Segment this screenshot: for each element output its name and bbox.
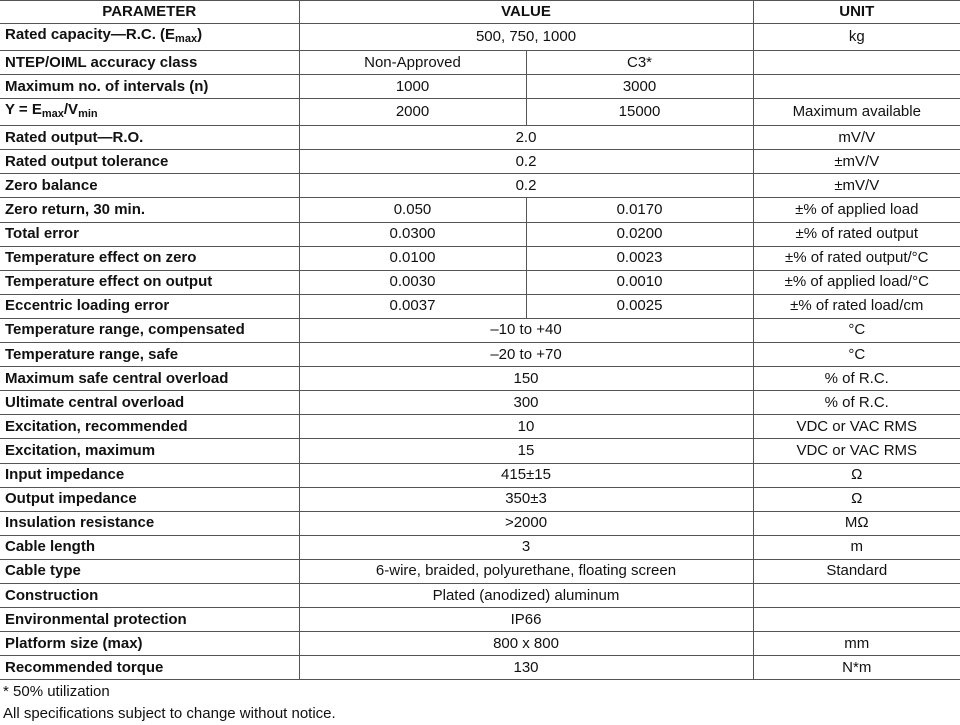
table-row bbox=[0, 75, 960, 99]
table-row bbox=[0, 583, 960, 607]
param-cell: Zero balance bbox=[0, 174, 299, 198]
table-row bbox=[0, 318, 960, 342]
param-cell: Input impedance bbox=[0, 463, 299, 487]
unit-cell: ±% of rated output/°C bbox=[753, 246, 960, 270]
unit-cell: ±% of rated output bbox=[753, 222, 960, 246]
value-cell: 10 bbox=[299, 415, 753, 439]
param-cell: Zero return, 30 min. bbox=[0, 198, 299, 222]
value-cell-non-approved: 0.0030 bbox=[299, 270, 526, 294]
param-cell: Rated output tolerance bbox=[0, 150, 299, 174]
param-text: Rated capacity—R.C. (E bbox=[5, 26, 176, 43]
value-cell-c3: 0.0170 bbox=[526, 198, 753, 222]
param-cell: Insulation resistance bbox=[0, 511, 299, 535]
param-cell: Temperature range, compensated bbox=[0, 318, 299, 342]
param-cell: Rated output—R.O. bbox=[0, 126, 299, 150]
value-cell-c3: 3000 bbox=[526, 75, 753, 99]
value-cell-non-approved: 0.0100 bbox=[299, 246, 526, 270]
unit-cell: MΩ bbox=[753, 511, 960, 535]
table-row bbox=[0, 656, 960, 680]
table-row bbox=[0, 632, 960, 656]
value-cell: –20 to +70 bbox=[299, 343, 753, 367]
header-row bbox=[0, 1, 960, 24]
unit-cell: Standard bbox=[753, 559, 960, 583]
param-text-tail: ) bbox=[197, 26, 203, 43]
param-cell: Environmental protection bbox=[0, 608, 299, 632]
unit-cell: ±% of applied load bbox=[753, 198, 960, 222]
unit-cell bbox=[753, 75, 960, 99]
header-value: VALUE bbox=[299, 1, 753, 24]
unit-cell: VDC or VAC RMS bbox=[753, 415, 960, 439]
unit-cell bbox=[753, 608, 960, 632]
table-row bbox=[0, 439, 960, 463]
footnote-utilization: * 50% utilization bbox=[3, 683, 110, 701]
unit-cell: m bbox=[753, 535, 960, 559]
param-cell: Temperature effect on zero bbox=[0, 246, 299, 270]
unit-cell: ±% of applied load/°C bbox=[753, 270, 960, 294]
table-row bbox=[0, 198, 960, 222]
table-row bbox=[0, 415, 960, 439]
param-cell: Eccentric loading error bbox=[0, 294, 299, 318]
param-cell: Temperature range, safe bbox=[0, 343, 299, 367]
table-row bbox=[0, 463, 960, 487]
unit-cell: °C bbox=[753, 318, 960, 342]
unit-cell: Ω bbox=[753, 487, 960, 511]
table-row bbox=[0, 535, 960, 559]
param-subscript: max bbox=[175, 33, 198, 45]
header-unit: UNIT bbox=[753, 1, 960, 24]
value-cell: 500, 750, 1000 bbox=[299, 24, 753, 51]
param-cell: Excitation, maximum bbox=[0, 439, 299, 463]
value-cell-non-approved: 2000 bbox=[299, 99, 526, 126]
table-row bbox=[0, 511, 960, 535]
unit-cell: ±mV/V bbox=[753, 174, 960, 198]
param-cell: Maximum no. of intervals (n) bbox=[0, 75, 299, 99]
value-cell-non-approved: 1000 bbox=[299, 75, 526, 99]
param-cell: Ultimate central overload bbox=[0, 391, 299, 415]
unit-cell: ±mV/V bbox=[753, 150, 960, 174]
value-cell-non-approved: 0.0300 bbox=[299, 222, 526, 246]
unit-cell: °C bbox=[753, 343, 960, 367]
header-parameter: PARAMETER bbox=[0, 1, 299, 24]
param-cell: Temperature effect on output bbox=[0, 270, 299, 294]
value-cell: 3 bbox=[299, 535, 753, 559]
unit-cell: kg bbox=[753, 24, 960, 51]
table-row bbox=[0, 174, 960, 198]
value-cell: 800 x 800 bbox=[299, 632, 753, 656]
value-cell-c3: C3* bbox=[526, 51, 753, 75]
value-cell-c3: 0.0023 bbox=[526, 246, 753, 270]
param-cell: Cable type bbox=[0, 559, 299, 583]
table-row bbox=[0, 391, 960, 415]
value-cell-c3: 15000 bbox=[526, 99, 753, 126]
value-cell: 130 bbox=[299, 656, 753, 680]
value-cell: 6-wire, braided, polyurethane, floating screen bbox=[299, 559, 753, 583]
footnote-disclaimer: All specifications subject to change without notice. bbox=[3, 705, 336, 723]
unit-cell: mV/V bbox=[753, 126, 960, 150]
param-cell bbox=[0, 99, 299, 126]
value-cell: –10 to +40 bbox=[299, 318, 753, 342]
unit-cell: % of R.C. bbox=[753, 367, 960, 391]
table-row bbox=[0, 126, 960, 150]
param-cell: Excitation, recommended bbox=[0, 415, 299, 439]
table-row bbox=[0, 99, 960, 126]
param-cell: Total error bbox=[0, 222, 299, 246]
value-cell: 15 bbox=[299, 439, 753, 463]
value-cell-non-approved: Non-Approved bbox=[299, 51, 526, 75]
value-cell-c3: 0.0010 bbox=[526, 270, 753, 294]
param-subscript-2: min bbox=[78, 108, 98, 121]
table-row bbox=[0, 608, 960, 632]
table-row bbox=[0, 270, 960, 294]
unit-cell: Maximum available bbox=[753, 99, 960, 126]
unit-cell: Ω bbox=[753, 463, 960, 487]
table-row bbox=[0, 150, 960, 174]
value-cell-non-approved: 0.050 bbox=[299, 198, 526, 222]
unit-cell bbox=[753, 583, 960, 607]
param-cell: Cable length bbox=[0, 535, 299, 559]
unit-cell: % of R.C. bbox=[753, 391, 960, 415]
param-subscript: max bbox=[41, 108, 64, 121]
value-cell: 300 bbox=[299, 391, 753, 415]
unit-cell: N*m bbox=[753, 656, 960, 680]
value-cell: Plated (anodized) aluminum bbox=[299, 583, 753, 607]
param-cell: Platform size (max) bbox=[0, 632, 299, 656]
value-cell: 2.0 bbox=[299, 126, 753, 150]
table-row bbox=[0, 24, 960, 51]
value-cell-c3: 0.0025 bbox=[526, 294, 753, 318]
table-row bbox=[0, 487, 960, 511]
table-row bbox=[0, 559, 960, 583]
footnotes bbox=[0, 681, 960, 725]
param-cell: Output impedance bbox=[0, 487, 299, 511]
table-row bbox=[0, 343, 960, 367]
param-cell: NTEP/OIML accuracy class bbox=[0, 51, 299, 75]
value-cell: 0.2 bbox=[299, 150, 753, 174]
table-row bbox=[0, 294, 960, 318]
value-cell-non-approved: 0.0037 bbox=[299, 294, 526, 318]
table-row bbox=[0, 246, 960, 270]
value-cell: 150 bbox=[299, 367, 753, 391]
table-row bbox=[0, 367, 960, 391]
unit-cell bbox=[753, 51, 960, 75]
value-cell: >2000 bbox=[299, 511, 753, 535]
table-row bbox=[0, 222, 960, 246]
value-cell-c3: 0.0200 bbox=[526, 222, 753, 246]
unit-cell: VDC or VAC RMS bbox=[753, 439, 960, 463]
value-cell: 0.2 bbox=[299, 174, 753, 198]
param-cell: Recommended torque bbox=[0, 656, 299, 680]
param-text-mid: /V bbox=[63, 101, 79, 119]
value-cell: 350±3 bbox=[299, 487, 753, 511]
unit-cell: ±% of rated load/cm bbox=[753, 294, 960, 318]
param-text: Y = E bbox=[5, 101, 42, 119]
value-cell: IP66 bbox=[299, 608, 753, 632]
param-cell: Maximum safe central overload bbox=[0, 367, 299, 391]
table-row bbox=[0, 51, 960, 75]
param-cell bbox=[0, 24, 299, 51]
value-cell: 415±15 bbox=[299, 463, 753, 487]
unit-cell: mm bbox=[753, 632, 960, 656]
param-cell: Construction bbox=[0, 583, 299, 607]
